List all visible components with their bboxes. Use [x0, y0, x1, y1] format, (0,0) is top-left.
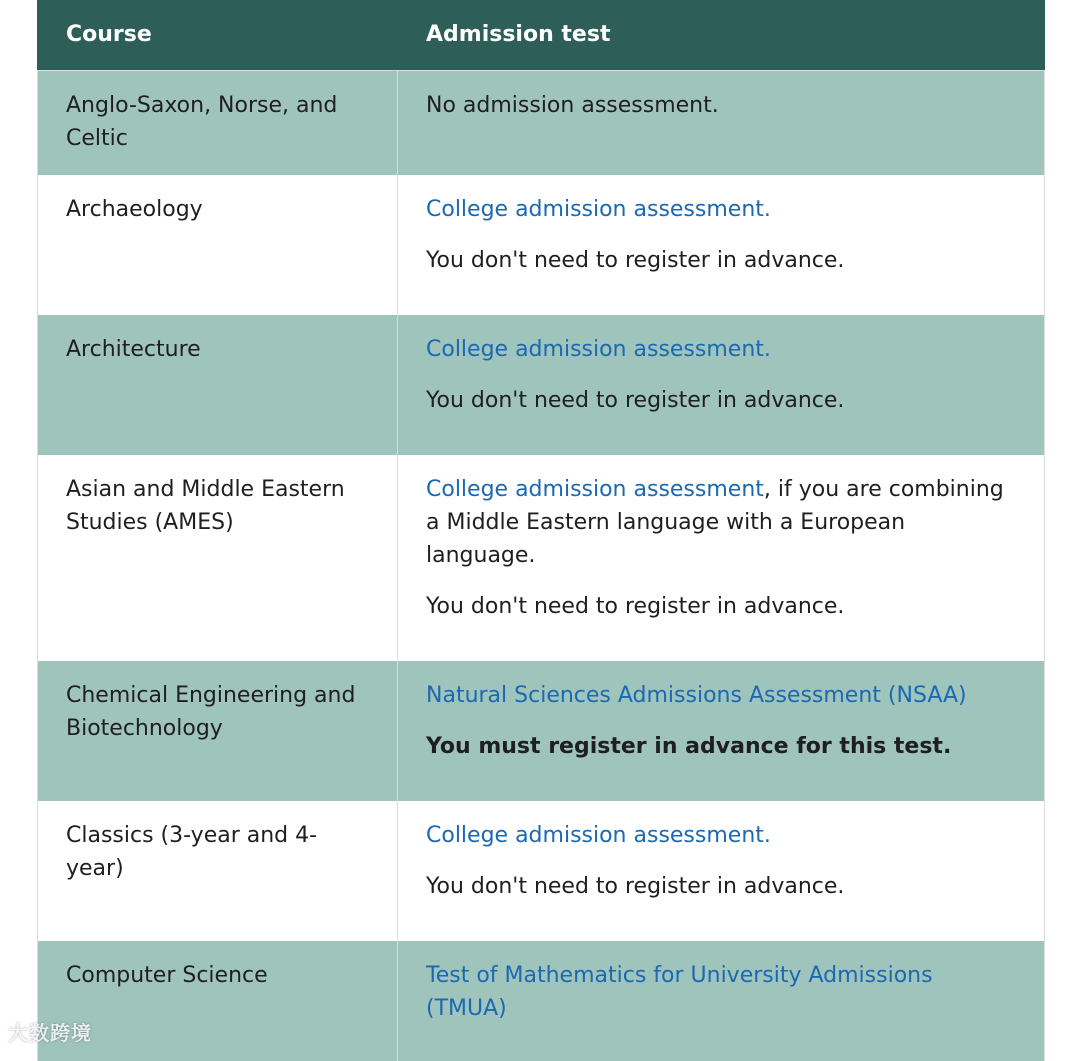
- registration-note: You don't need to register in advance.: [426, 594, 845, 619]
- course-cell: Archaeology: [38, 175, 398, 315]
- table-row: [38, 175, 1045, 315]
- admission-test-cell: [398, 941, 1045, 1061]
- table-header-row: [38, 0, 1045, 70]
- admission-test-text: No admission assessment.: [426, 92, 719, 118]
- admission-test-link[interactable]: Natural Sciences Admissions Assessment (NSAA): [426, 683, 967, 708]
- admission-test-cell: [398, 175, 1045, 315]
- course-cell: Asian and Middle Eastern Studies (AMES): [38, 455, 398, 661]
- admission-test-link[interactable]: College admission assessment: [426, 477, 764, 502]
- admission-tests-table: [37, 0, 1045, 1061]
- course-cell: Classics (3-year and 4-year): [38, 801, 398, 941]
- column-header-admission-test: Admission test: [398, 0, 1045, 70]
- registration-note-required: You must register in advance for this test.: [426, 734, 952, 759]
- table-row: [38, 801, 1045, 941]
- column-header-course: Course: [38, 0, 398, 70]
- admission-test-cell: [398, 455, 1045, 661]
- table-row: [38, 661, 1045, 801]
- table-row: [38, 455, 1045, 661]
- course-cell: Computer Science: [38, 941, 398, 1061]
- admission-test-link[interactable]: Test of Mathematics for University Admissions (TMUA): [426, 963, 933, 1021]
- admission-test-link[interactable]: College admission assessment.: [426, 823, 771, 848]
- course-cell: Chemical Engineering and Biotechnology: [38, 661, 398, 801]
- admission-test-condition: , if you are combining a Middle Eastern language with a European language.: [426, 477, 1004, 568]
- admission-test-cell: [398, 315, 1045, 455]
- registration-note: You don't need to register in advance.: [426, 388, 845, 413]
- admission-test-link[interactable]: College admission assessment.: [426, 337, 771, 362]
- admission-test-cell: [398, 661, 1045, 801]
- table-row: [38, 941, 1045, 1061]
- registration-note: You don't need to register in advance.: [426, 248, 845, 273]
- watermark: 大数跨境: [8, 1021, 92, 1045]
- admission-test-link[interactable]: College admission assessment.: [426, 197, 771, 222]
- admission-test-cell: [398, 70, 1045, 175]
- admission-test-cell: [398, 801, 1045, 941]
- course-cell: Anglo-Saxon, Norse, and Celtic: [38, 70, 398, 175]
- registration-note: You don't need to register in advance.: [426, 874, 845, 899]
- table-row: [38, 315, 1045, 455]
- course-cell: Architecture: [38, 315, 398, 455]
- table-row: [38, 70, 1045, 175]
